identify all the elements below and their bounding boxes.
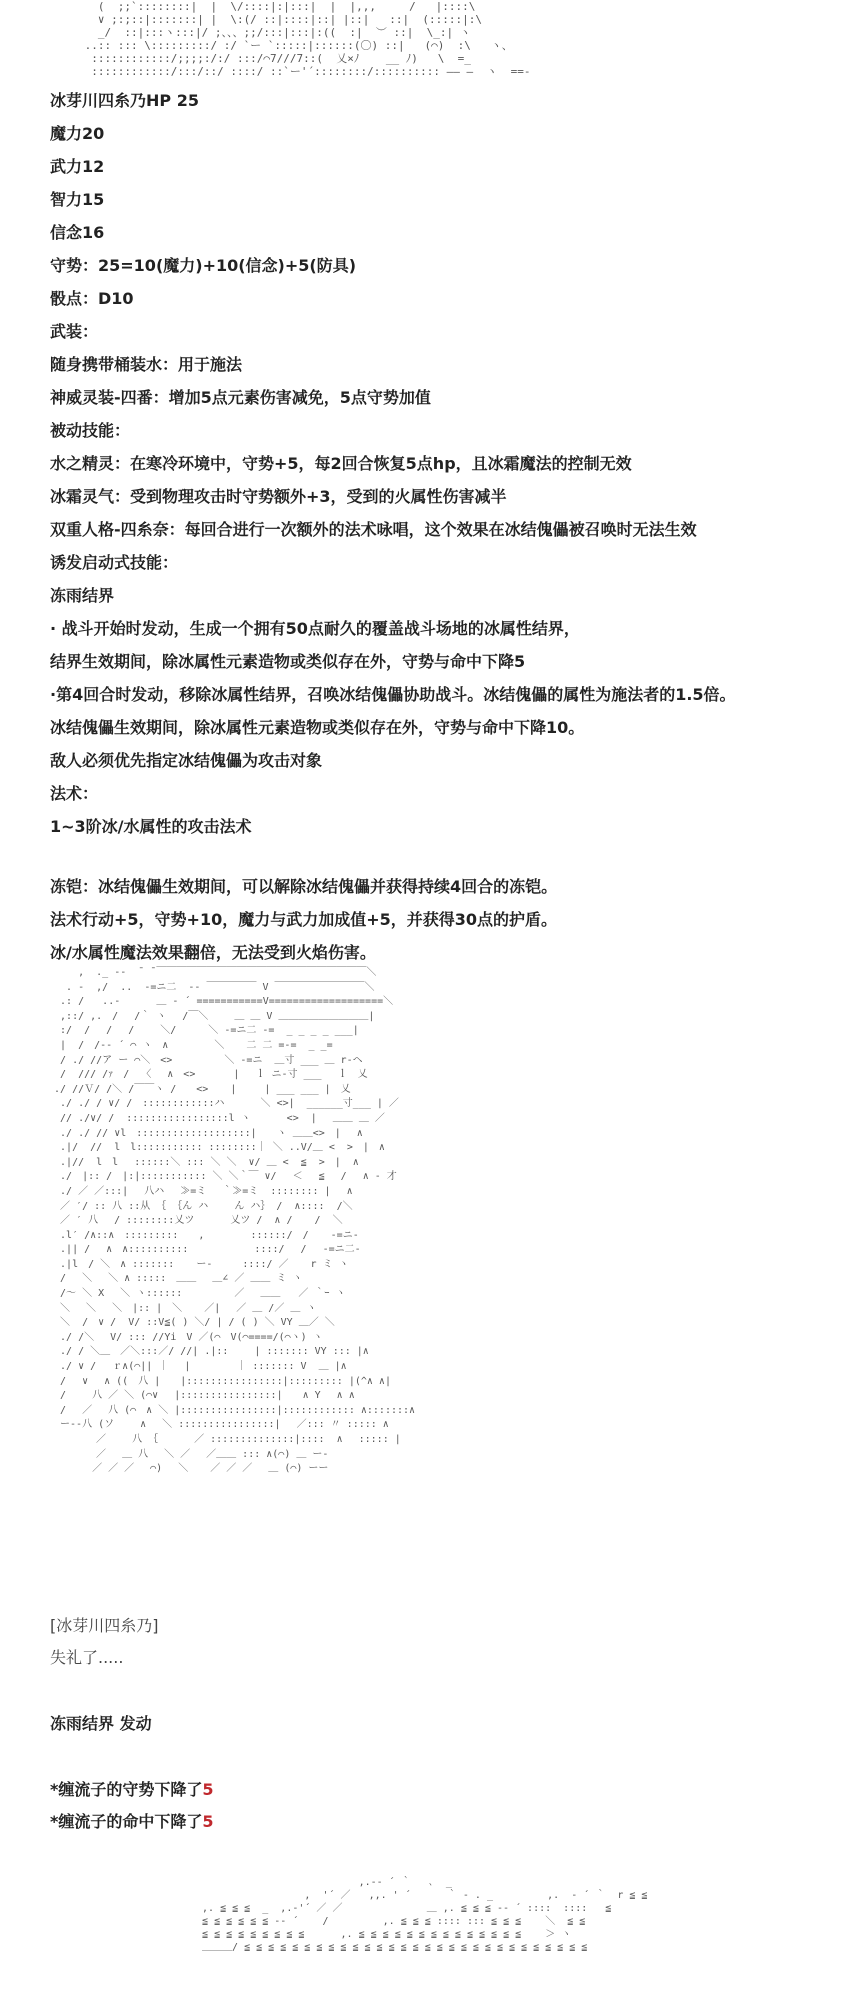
section-heading-triggered-skills: 诱发启动式技能： (50, 553, 179, 572)
dialogue-line: 失礼了..... (50, 1648, 124, 1667)
passive-skill-dual-personality: 双重人格-四糸奈：每回合进行一次额外的法术咏唱，这个效果在冰结傀儡被召唤时无法生效 (50, 520, 697, 539)
effect-value: 5 (202, 1812, 214, 1831)
spell-line: 1~3阶冰/水属性的攻击法术 (50, 817, 252, 836)
frost-armor-line-1: 冻铠：冰结傀儡生效期间，可以解除冰结傀儡并获得持续4回合的冻铠。 (50, 877, 558, 896)
stat-line-dice: 骰点：D10 (50, 289, 134, 308)
effect-text: *缠流子的守势下降了 (50, 1780, 203, 1799)
section-heading-spells: 法术： (50, 784, 99, 803)
triggered-skill-line-1: · 战斗开始时发动，生成一个拥有50点耐久的覆盖战斗场地的冰属性结界， (50, 619, 580, 638)
ascii-art-top: ( ;;`::::::::| | \/::::|:|:::| | |,,, / |::::\ ∨ ;:;::|:::::::| | \:(/ ::|::::|::| |::| ::| (:::::|:\ _/ ::|:::ヽ:::|/ ;、、、;;/:::|:::|:(( :| ︶ ::| \_:| ヽ ..:: ::: \:::::::::/ :/ `ー `:::::|::::::(〇) ::| (⌒) :\ ヽ、 ::::::::::::/;;;;:/:/ :::/⌒7///7::( 乂×ﾉ __ ﾉ) \ =_ ::::::::::::/:::/::/ ::::/ ::`ー'´::::::::/:::::::::: ―― ― ヽ ==- (84, 0, 531, 78)
ascii-art-bottom: ,.-‐ ´ ｀ ､ _ , '´ ／ ,,. ' ´ ｀ - . _ ,. - ´ ｀ r ≦ ≦ ,. ≦ ≦ ≦ _ ,.-'´ ／ ／ ＿ ,. ≦ ≦ ≦ -‐ ´ :::: :::: ≦ ≦ ≦ ≦ ≦ ≦ ≦ -‐ ´ / ,. ≦ ≦ ≦ :::: ::: ≦ ≦ ≦ ＼ ≦ ≦ ≦ ≦ ≦ ≦ ≦ ≦ ≦ ≦ ≦ ,. ≦ ≦ ≦ ≦ ≦ ≦ ≦ ≦ ≦ ≦ ≦ ≦ ≦ ≦ ＞ ヽ ＿＿＿/ ≦ ≦ ≦ ≦ ≦ ≦ ≦ ≦ ≦ ≦ ≦ ≦ ≦ ≦ ≦ ≦ ≦ ≦ ≦ ≦ ≦ ≦ ≦ ≦ ≦ ≦ ≦ ≦ ≦ (202, 1877, 648, 1953)
effect-line-accuracy (50, 1811, 214, 1833)
section-heading-equipment: 武装： (50, 322, 99, 341)
stat-line-name-hp: 冰芽川四糸乃HP 25 (50, 91, 199, 110)
passive-skill-water-spirit: 水之精灵：在寒冷环境中，守势+5，每2回合恢复5点hp，且冰霜魔法的控制无效 (50, 454, 632, 473)
stat-line-defense: 守势：25=10(魔力)+10(信念)+5(防具) (50, 256, 357, 275)
character-stat-block (50, 84, 840, 843)
triggered-skill-line-2: 结界生效期间，除冰属性元素造物或类似存在外，守势与命中下降5 (50, 652, 526, 671)
passive-skill-frost-aura: 冰霜灵气：受到物理攻击时守势额外+3，受到的火属性伤害减半 (50, 487, 507, 506)
trigger-announcement: 冻雨结界 发动 (50, 1714, 152, 1733)
equipment-line-water-bucket: 随身携带桶装水：用于施法 (50, 355, 243, 374)
triggered-skill-line-5: 敌人必须优先指定冰结傀儡为攻击对象 (50, 751, 323, 770)
stat-line-faith: 信念16 (50, 223, 105, 242)
section-heading-passive-skills: 被动技能： (50, 421, 131, 440)
stat-line-force: 武力12 (50, 157, 105, 176)
dialogue-speaker: [冰芽川四糸乃] (50, 1616, 159, 1635)
frost-armor-block (50, 870, 840, 969)
effect-text: *缠流子的命中下降了 (50, 1812, 203, 1831)
ascii-art-character: , ._ -‐ ̄ ̄ ￣￣￣￣￣￣￣￣￣￣￣￣￣￣￣￣￣￣￣￣￣＼ . - ,/ .. -=ニ二 -‐ ￣￣￣￣￣ V ￣￣￣￣￣￣￣￣￣＼ .: / ..‐ ＿ ‐ ´ ===========V===================＼ ,::/ ,. / /｀ ヽ /￣＼ ＿ ＿ V ＿＿＿＿＿＿＿＿＿| :/ / / / ＼/ ＼ ‐=ニ二 -= _ _ _ _ ___| | / /-‐ ´ ⌒ ヽ ∧ ＼ 二 二 =-= _ _= / ./ //ア ー ⌒＼ <> ＼ ‐=ニ ＿寸 ___ ＿ r‐ヘ / /// /ｧ / 〈 ∧ <> | ｌ ニ-寸 ___ ｌ 乂 ./ //Ｖ/ /＼ /￣￣ヽ / <> | | ___ ___ | 乂 ./ ./ / ∨/ / ::::::::::::ハ ＼ <>| ______寸___ | ／ // ./∨/ / :::::::::::::::::l ヽ <> | ＿＿ ＿ ／ ./ ./ // ∨l :::::::::::::::::::| ヽ ＿＿<> | ∧ .|/ // l l::::::::::: ::::::::｜ ＼ ..V/＿ < > | ∧ .|// l l ::::::＼ ::: ＼ ＼ ∨/ ＿ < ≦ > | ∧ ./ |:: / |:|::::::::::: ＼ ＼｀￣ ∨/ ＜ ≦ / ∧ ‐ 才 ./ ／ ／:::| 八ハ ≫=ミ ｀≫=ミ :::::::: | ∧ ／ ′/ :: 八 ::从 ｛ ｛ん ハ ん ハ｝ / ∧:::: /＼ ／ ′ 八 / ::::::::乂ツ 乂ツ / ∧ / / ＼ .l′ /∧::∧ ::::::::: , ::::::/ / -=ニ- .|| / ∧ ∧:::::::::: ::::/ / -=ニ二- .|l / ＼ ∧ ::::::: ー- ::::/ ／ r ミ ヽ / ＼ ＼ ∧ ::::: ＿＿ ＿∠ ／ ＿＿ ミ ヽ /～ ＼ X ＼ ヽ:::::: ／ ＿＿ ／ ｀ｰ ヽ ＼ ＼ ＼ |:: | ＼ ／| ／ ＿ /／ ＿ ヽ ＼ / ∨ / V/ ::V≦( ) ＼/ | / ( ) ＼ VY ＿／ ＼ ./ /＼ V/ ::: //Yi V ／(⌒ V(⌒====/(⌒ヽ) ヽ ./ / ＼＿ ／＼:::／/ //| .|:: | ::::::: VY ::: |∧ ./ ∨ / ｒ∧(⌒|| ｜ | ｜ ::::::: V ＿ |∧ / ∨ ∧ (( 八 | |::::::::::::::::|::::::::: |(^∧ ∧| / 八 ／ ＼ (⌒∨ |::::::::::::::::| ∧ Y ∧ ∧ / ／ 八 (⌒ ∧ ＼ |::::::::::::::::|:::::::::::: ∧:::::::∧ ー‐‐八 (ソ ∧ ＼ ::::::::::::::::| ／::: 〃 ::::: ∧ ／ 八 ｛ ／ ::::::::::::::|:::: ∧ ::::: | ／ ＿ 八 ＼ ／ ／＿＿ ::: ∧(⌒) ＿ ー‐ ／ ／ ／ ⌒) ＼ ／ ／ ／ ＿ (⌒) ーー (54, 967, 416, 1475)
equipment-line-astral-dress: 神威灵装-四番：增加5点元素伤害减免，5点守势加值 (50, 388, 431, 407)
triggered-skill-line-3: ·第4回合时发动，移除冰属性结界，召唤冰结傀儡协助战斗。冰结傀儡的属性为施法者的1.5倍。 (50, 685, 736, 704)
effect-line-defense (50, 1779, 214, 1801)
triggered-skill-name: 冻雨结界 (50, 586, 115, 605)
stat-line-intellect: 智力15 (50, 190, 105, 209)
effect-value: 5 (202, 1780, 214, 1799)
triggered-skill-line-4: 冰结傀儡生效期间，除冰属性元素造物或类似存在外，守势与命中下降10。 (50, 718, 585, 737)
frost-armor-line-3: 冰/水属性魔法效果翻倍，无法受到火焰伤害。 (50, 943, 376, 962)
frost-armor-line-2: 法术行动+5，守势+10，魔力与武力加成值+5，并获得30点的护盾。 (50, 910, 558, 929)
stat-line-magic: 魔力20 (50, 124, 105, 143)
